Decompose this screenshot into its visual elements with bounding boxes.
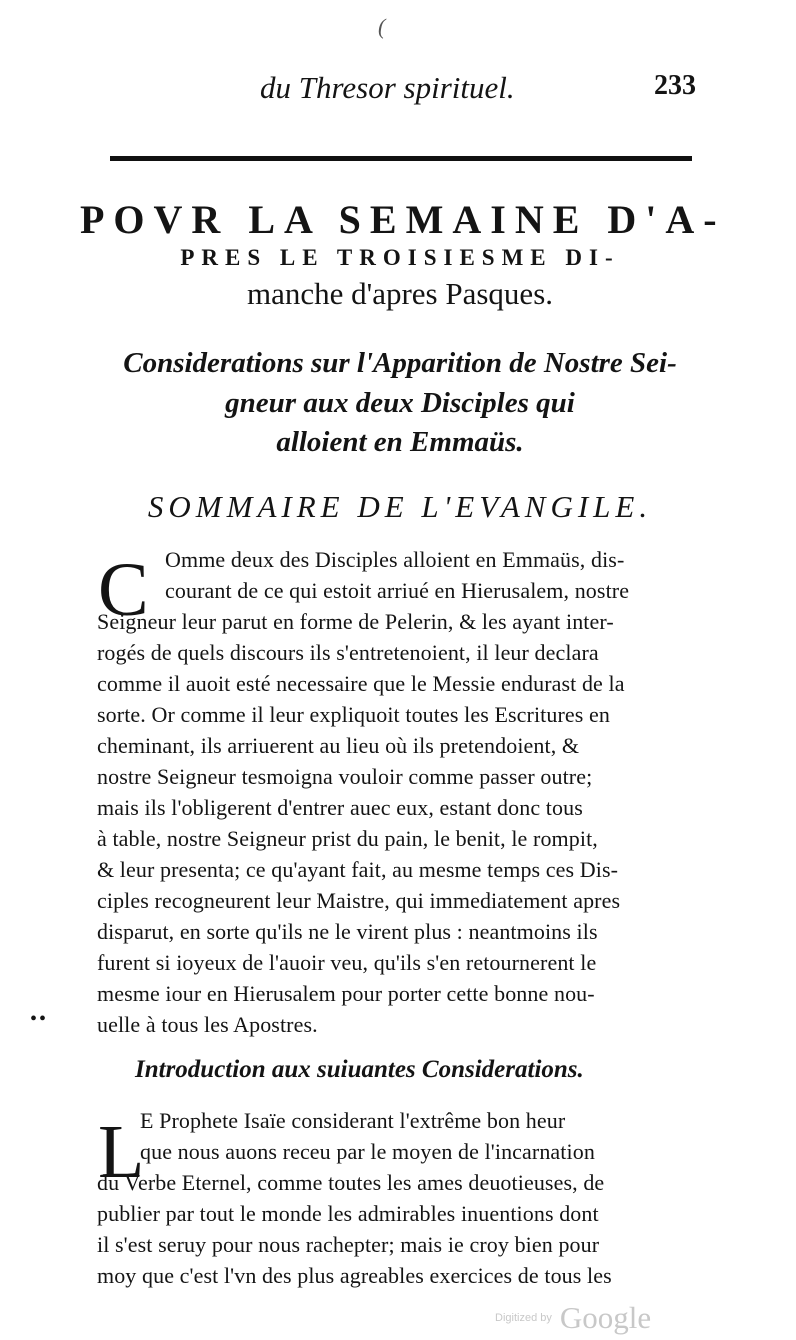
introduction-line: il s'est seruy pour nous rachepter; mais ie croy bien pour: [97, 1232, 600, 1257]
sommaire-line: mais ils l'obligerent d'entrer auec eux, estant donc tous: [97, 795, 583, 820]
sommaire-line: uelle à tous les Apostres.: [97, 1012, 318, 1037]
introduction-line: E Prophete Isaïe considerant l'extrême bon heur: [140, 1108, 566, 1133]
chapter-heading-line-2: PRES LE TROISIESME DI-: [180, 245, 620, 270]
sommaire-line: à table, nostre Seigneur prist du pain, le benit, le rompit,: [97, 826, 598, 851]
stray-ink-mark: (: [378, 14, 386, 39]
sommaire-line: courant de ce qui estoit arriué en Hierusalem, nostre: [165, 578, 630, 603]
introduction-line: du Verbe Eternel, comme toutes les ames deuotieuses, de: [97, 1170, 605, 1195]
page-number: 233: [654, 70, 696, 101]
sommaire-line: cheminant, ils arriuerent au lieu où ils pretendoient, &: [97, 733, 580, 758]
introduction-line: publier par tout le monde les admirables inuentions dont: [97, 1201, 599, 1226]
introduction-title: Introduction aux suiuantes Considerations.: [135, 1056, 584, 1083]
introduction-dropcap: L: [98, 1110, 145, 1194]
sommaire-line: sorte. Or comme il leur expliquoit toutes les Escritures en: [97, 702, 610, 727]
sommaire-line: disparut, en sorte qu'ils ne le virent plus : neantmoins ils: [97, 919, 598, 944]
running-head: [110, 70, 696, 114]
chapter-heading-line-3: manche d'apres Pasques.: [246, 276, 554, 311]
subheading-line-3: alloient en Emmaüs.: [276, 426, 524, 458]
sommaire-line: mesme iour en Hierusalem pour porter cette bonne nou-: [97, 981, 595, 1006]
sommaire-dropcap: C: [98, 548, 149, 632]
sommaire-line: comme il auoit esté necessaire que le Messie endurast de la: [97, 671, 625, 696]
digitization-watermark: [495, 1300, 651, 1336]
header-rule: [110, 156, 692, 161]
introduction-line: moy que c'est l'vn des plus agreables exercices de tous les: [97, 1263, 612, 1288]
sommaire-line: nostre Seigneur tesmoigna vouloir comme passer outre;: [97, 764, 593, 789]
sommaire-line: rogés de quels discours ils s'entretenoient, il leur declara: [97, 640, 599, 665]
subheading-line-1: Considerations sur l'Apparition de Nostre Sei-: [123, 347, 677, 379]
watermark-small-text: Digitized by: [495, 1312, 552, 1324]
sommaire-line: ciples recogneurent leur Maistre, qui immediatement apres: [97, 888, 621, 913]
introduction-line: que nous auons receu par le moyen de l'incarnation: [140, 1139, 595, 1164]
margin-bullets: ••: [30, 1008, 49, 1030]
running-title: du Thresor spirituel.: [260, 70, 515, 105]
watermark-logo-text: Google: [559, 1300, 652, 1335]
chapter-heading-line-1: POVR LA SEMAINE D'A-: [80, 197, 726, 242]
sommaire-title: SOMMAIRE DE L'EVANGILE.: [147, 489, 653, 524]
subheading-line-2: gneur aux deux Disciples qui: [225, 387, 575, 419]
sommaire-line: Omme deux des Disciples alloient en Emmaüs, dis-: [165, 547, 625, 572]
sommaire-line: & leur presenta; ce qu'ayant fait, au mesme temps ces Dis-: [97, 857, 619, 882]
sommaire-line: Seigneur leur parut en forme de Pelerin, & les ayant inter-: [97, 609, 614, 634]
sommaire-line: furent si ioyeux de l'auoir veu, qu'ils s'en retournerent le: [97, 950, 597, 975]
